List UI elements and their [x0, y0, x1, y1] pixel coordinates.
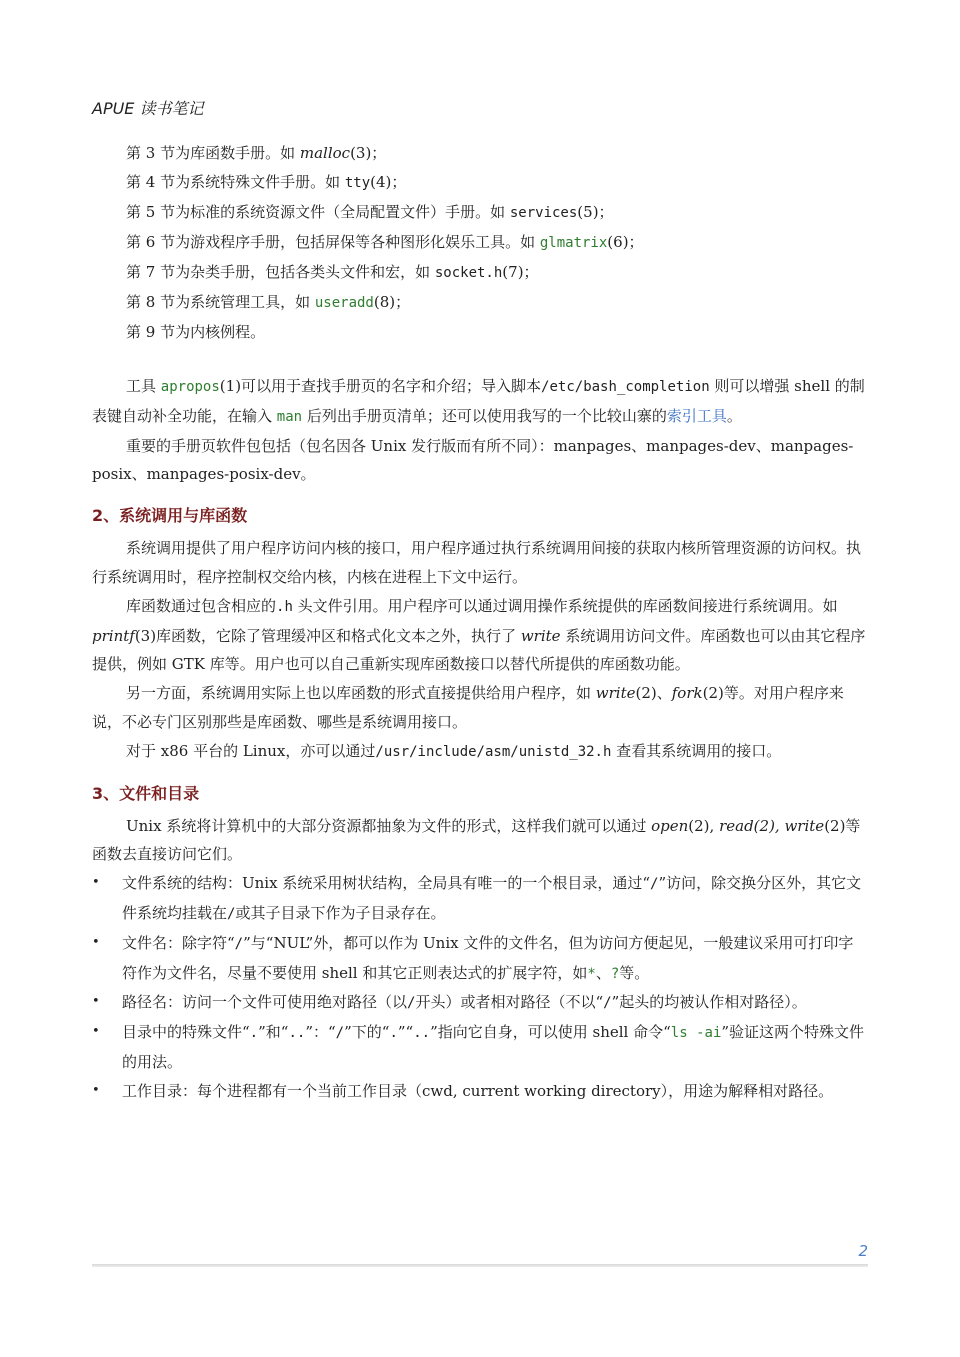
files-intro-paragraph: Unix 系统将计算机中的大部分资源都抽象为文件的形式，这样我们就可以通过 open(2), read(2), write(2)等函数去直接访问它们。 — [92, 816, 861, 864]
page-content — [92, 139, 868, 1106]
list-item: • 文件名：除字符“/”与“NUL”外，都可以作为 Unix 文件的文件名，但为访问方便起见，一般建议采用可打印字符作为文件名，尽量不要使用 shell 和其它正则表达式的扩展字符，如*、?等。 — [92, 929, 868, 989]
manual-section-8-line: 第 8 节为系统管理工具，如 useradd(8)； — [126, 293, 411, 311]
files-bullet-list — [92, 869, 868, 1105]
services-ref: services — [509, 205, 578, 221]
bullet-icon: • — [92, 1024, 100, 1040]
bash-completion-path: /etc/bash_completion — [541, 379, 710, 395]
socket-h-ref: socket.h — [434, 265, 503, 281]
open-ref: open — [651, 816, 689, 835]
star-char: * — [587, 965, 596, 982]
tools-paragraphs — [92, 372, 868, 489]
tty-ref: tty — [344, 175, 371, 191]
list-item: • 文件系统的结构：Unix 系统采用树状结构，全局具有唯一的一个根目录，通过“/”访问，除交换分区外，其它文件系统均挂载在/或其子目录下作为子目录存在。 — [92, 869, 868, 929]
bullet-icon: • — [92, 875, 100, 891]
fork-ref: fork — [671, 684, 703, 703]
manual-section-4-line: 第 4 节为系统特殊文件手册。如 tty(4)； — [126, 173, 407, 191]
bullet-icon: • — [92, 1082, 100, 1098]
write-3-ref: write — [784, 816, 825, 835]
bullet-icon: • — [92, 994, 100, 1010]
printf-ref: printf — [92, 626, 135, 645]
read-ref: read(2), — [719, 816, 780, 835]
man-command: man — [276, 408, 303, 425]
manual-section-6-line: 第 6 节为游戏程序手册，包括屏保等各种图形化娱乐工具。如 glmatrix(6)； — [126, 233, 644, 251]
tools-paragraph: 工具 apropos(1)可以用于查找手册页的名字和介绍；导入脚本/etc/bash_completion 则可以增强 shell 的制表键自动补全功能，在输入 man 后列出手册页清单；还可以使用我写的一个比较山寨的索引工具。 — [92, 377, 865, 425]
manual-sections-list — [92, 139, 868, 347]
manpage-packages-paragraph: 重要的手册页软件包包括（包名因各 Unix 发行版而有所不同）：manpages、manpages-dev、manpages-posix、manpages-posix-dev。 — [92, 436, 854, 484]
footer-divider — [92, 1264, 868, 1267]
apropos-command: apropos — [160, 379, 220, 395]
list-item: • 工作目录：每个进程都有一个当前工作目录（cwd, current working directory），用途为解释相对路径。 — [92, 1077, 868, 1106]
section-2 — [92, 506, 868, 766]
library-function-paragraph: 库函数通过包含相应的.h 头文件引用。用户程序可以通过调用操作系统提供的库函数间接进行系统调用。如printf(3)库函数，它除了管理缓冲区和格式化文本之外，执行了 write 系统调用访问文件。库函数也可以由其它程序提供，例如 GTK 库等。用户也可以自己重新实现库函数接口以替代所提供的库函数功能。 — [92, 596, 866, 674]
page-number: 2 — [858, 1242, 868, 1260]
question-char: ? — [610, 965, 620, 982]
unistd-paragraph: 对于 x86 平台的 Linux，亦可以通过/usr/include/asm/unistd_32.h 查看其系统调用的接口。 — [126, 741, 782, 760]
unistd-path: /usr/include/asm/unistd_32.h — [375, 743, 612, 760]
write-2-ref: write — [595, 684, 636, 703]
running-header-title: APUE 读书笔记 — [92, 99, 204, 118]
h-file-ref: .h — [276, 598, 293, 615]
section-3 — [92, 784, 868, 1106]
write-ref: write — [520, 626, 561, 645]
manual-section-3-line: 第 3 节为库函数手册。如 malloc(3)； — [126, 144, 387, 162]
ls-ai-command: ls -ai — [670, 1025, 722, 1042]
manual-section-5-line: 第 5 节为标准的系统资源文件（全局配置文件）手册。如 services(5)； — [126, 203, 614, 221]
list-item: • 路径名：访问一个文件可使用绝对路径（以/开头）或者相对路径（不以“/”起头的均被认作相对路径）。 — [92, 988, 868, 1018]
section-2-heading: 2、系统调用与库函数 — [92, 506, 248, 526]
list-item: • 目录中的特殊文件“.”和“..”：“/”下的“.”“..”指向它自身，可以使用 shell 命令“ls -ai”验证这两个特殊文件的用法。 — [92, 1018, 868, 1077]
index-tool-link[interactable]: 索引工具 — [666, 406, 727, 425]
useradd-ref: useradd — [314, 295, 374, 311]
manual-section-9-line: 第 9 节为内核例程。 — [126, 323, 266, 341]
bullet-icon: • — [92, 934, 100, 950]
section-3-heading: 3、文件和目录 — [92, 783, 200, 803]
syscall-as-library-paragraph: 另一方面，系统调用实际上也以库函数的形式直接提供给用户程序，如 write(2)、fork(2)等。对用户程序来说，不必专门区别那些是库函数、哪些是系统调用接口。 — [92, 684, 844, 731]
syscall-intro-paragraph: 系统调用提供了用户程序访问内核的接口，用户程序通过执行系统调用间接的获取内核所管理资源的访问权。执行系统调用时，程序控制权交给内核，内核在进程上下文中运行。 — [92, 539, 862, 586]
glmatrix-ref: glmatrix — [539, 235, 608, 251]
manual-section-7-line: 第 7 节为杂类手册，包括各类头文件和宏，如 socket.h(7)； — [126, 263, 539, 281]
malloc-ref: malloc — [299, 144, 351, 162]
